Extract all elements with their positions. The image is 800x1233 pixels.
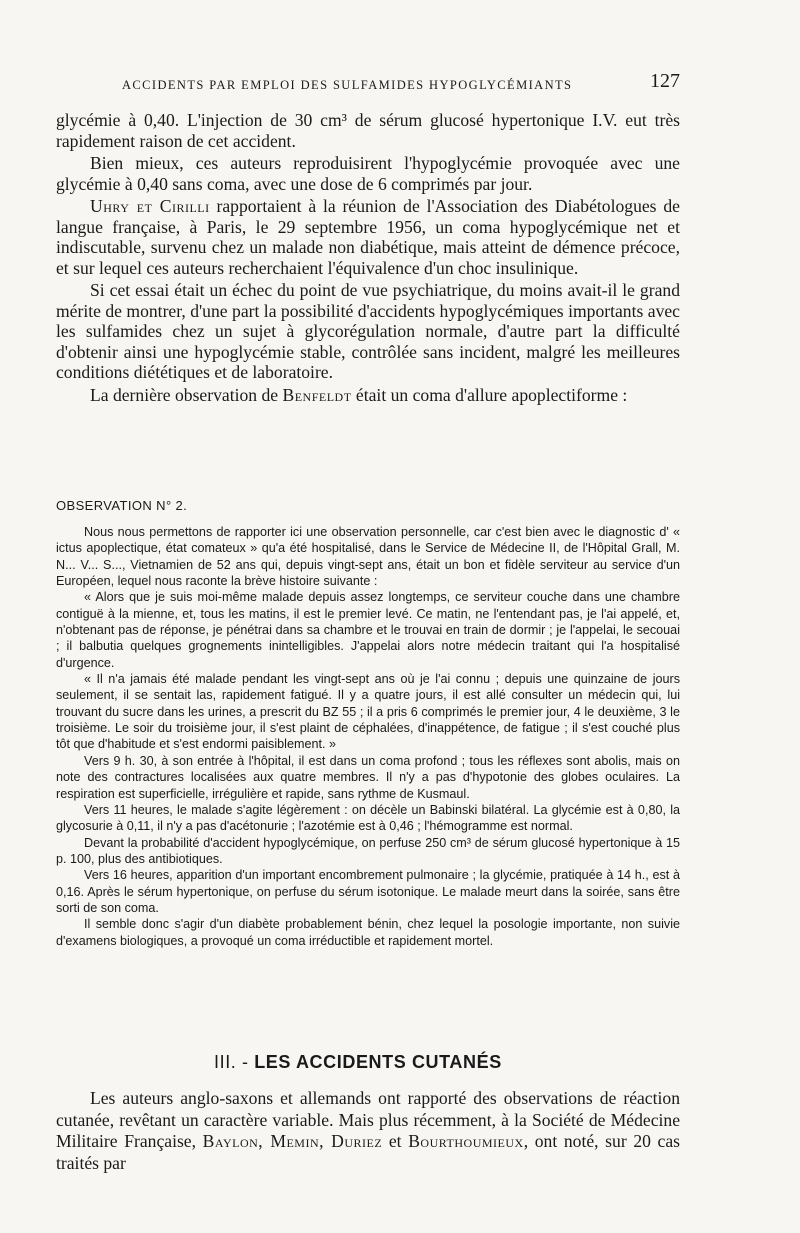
observation-body (56, 524, 680, 949)
paragraph-text: rapportaient à la réunion de l'Association des Diabétologues de langue française, à Paris, le 29 septembre 1956, un coma hypoglycémique net et indiscutable, survenu chez un malade non diabétique, mais atteint de démence précoce, et sur lequel ces auteurs recherchaient l'équivalence d'un choc insulinique. (56, 196, 680, 278)
paragraph-text: Les auteurs anglo-saxons et allemands ont rapporté des observations de réaction cutanée, revêtant un caractère variable. Mais plus récemment, à la Société de Médecine Militaire Française, (56, 1088, 680, 1151)
observation-paragraph: Il semble donc s'agir d'un diabète probablement bénin, chez lequel la posologie importante, non suivie d'examens biologiques, a provoqué un coma irréductible et rapidement mortel. (56, 917, 680, 948)
paragraph: Si cet essai était un échec du point de vue psychiatrique, du moins avait-il le grand mérite de montrer, d'une part la possibilité d'accidents hypoglycémiques importants avec les sulfamides chez un sujet à glycorégulation normale, d'autre part la difficulté d'obtenir ainsi une hypoglycémie stable, contrôlée sans incident, malgré les meilleures conditions diététiques et de laboratoire. (56, 280, 680, 382)
observation-paragraph: « Il n'a jamais été malade pendant les vingt-sept ans où je l'ai connu ; depuis une quinzaine de jours seulement, il se sentait las, rapidement fatigué. Il y a quatre jours, il est allé consulter un médecin qui, lui trouvant du sucre dans les urines, a prescrit du BZ 55 ; il a pris 6 comprimés le premier jour, 4 le deuxième, 3 le troisième. Le soir du troisième jour, il s'est plaint de céphalées, d'inappétence, de fatigue ; il s'est couché plus tôt que d'habitude et s'est endormi paisiblement. » (56, 672, 680, 752)
paragraph (56, 1088, 680, 1174)
body-text (56, 110, 680, 407)
observation-paragraph: Nous nous permettons de rapporter ici une observation personnelle, car c'est bien avec le diagnostic d' « ictus apoplectique, état comateux » qu'a été hospitalisé, dans le Service de Médecine II, de l'Hôpital Grall, M. N... V... S..., Vietnamien de 52 ans qui, depuis vingt-sept ans, était un bon et fidèle serviteur au service d'un Européen, lequel nous raconte la brève histoire suivante : (56, 525, 680, 589)
running-head: ACCIDENTS PAR EMPLOI DES SULFAMIDES HYPOGLYCÉMIANTS (122, 78, 573, 92)
section-number: III. - (214, 1052, 255, 1072)
page-number: 127 (650, 70, 680, 92)
author-name: Uhry et Cirilli (90, 196, 210, 216)
observation-paragraph: Vers 11 heures, le malade s'agite légèrement : on décèle un Babinski bilatéral. La glycémie est à 0,80, la glycosurie à 0,11, il n'y a pas d'acétonurie ; l'azotémie est à 0,46 ; l'hémogramme est normal. (56, 802, 680, 834)
author-name: Benfeldt (282, 384, 352, 405)
paragraph-text: et (382, 1131, 409, 1151)
observation-paragraph: Devant la probabilité d'accident hypoglycémique, on perfuse 250 cm³ de sérum glucosé hypertonique à 15 p. 100, plus des antibiotiques. (56, 835, 680, 866)
author-names: Baylon, Memin, Duriez (202, 1131, 383, 1151)
section-heading (214, 1052, 502, 1073)
closing-text (56, 1088, 680, 1174)
section-title: LES ACCIDENTS CUTANÉS (254, 1052, 502, 1072)
author-name: Bourthoumieux (408, 1131, 524, 1151)
observation-paragraph: Vers 9 h. 30, à son entrée à l'hôpital, il est dans un coma profond ; tous les réflexes sont abolis, mais on note des contractures localisées aux quatre membres. Il n'y a pas d'hypotonie des globes oculaires. La respiration est superficielle, irrégulière et rapide, sans rythme de Kusmaul. (56, 753, 680, 801)
paragraph-text: était un coma d'allure apoplectiforme : (351, 384, 628, 405)
observation-paragraph: « Alors que je suis moi-même malade depuis assez longtemps, ce serviteur couche dans une chambre contiguë à la mienne, et, tous les matins, il est le premier levé. Ce matin, ne l'entendant pas, je l'ai appelé, et, n'obtenant pas de réponse, je pénétrai dans sa chambre et le trouvai en train de dormir ; je l'appelai, le secouai ; il balbutia quelques grognements inintelligibles. J'appelai alors notre médecin traitant qui l'a hospitalisé d'urgence. (56, 590, 680, 670)
paragraph: Bien mieux, ces auteurs reproduisirent l'hypoglycémie provoquée avec une glycémie à 0,40 sans coma, avec une dose de 6 comprimés par jour. (56, 153, 680, 194)
paragraph-continuation: glycémie à 0,40. L'injection de 30 cm³ de sérum glucosé hypertonique I.V. eut très rapidement raison de cet accident. (56, 110, 680, 151)
paragraph-text: , ont noté, sur 20 cas traités par (56, 1131, 681, 1173)
paragraph (56, 196, 680, 278)
paragraph-text: La dernière observation de (90, 384, 283, 405)
paragraph (56, 385, 680, 406)
observation-paragraph: Vers 16 heures, apparition d'un important encombrement pulmonaire ; la glycémie, pratiquée à 14 h., est à 0,16. Après le sérum hypertonique, on perfuse du sérum isotonique. Le malade meurt dans la soirée, sans être sorti de son coma. (56, 868, 680, 915)
observation-heading: OBSERVATION N° 2. (56, 498, 188, 513)
page-header (60, 70, 680, 100)
